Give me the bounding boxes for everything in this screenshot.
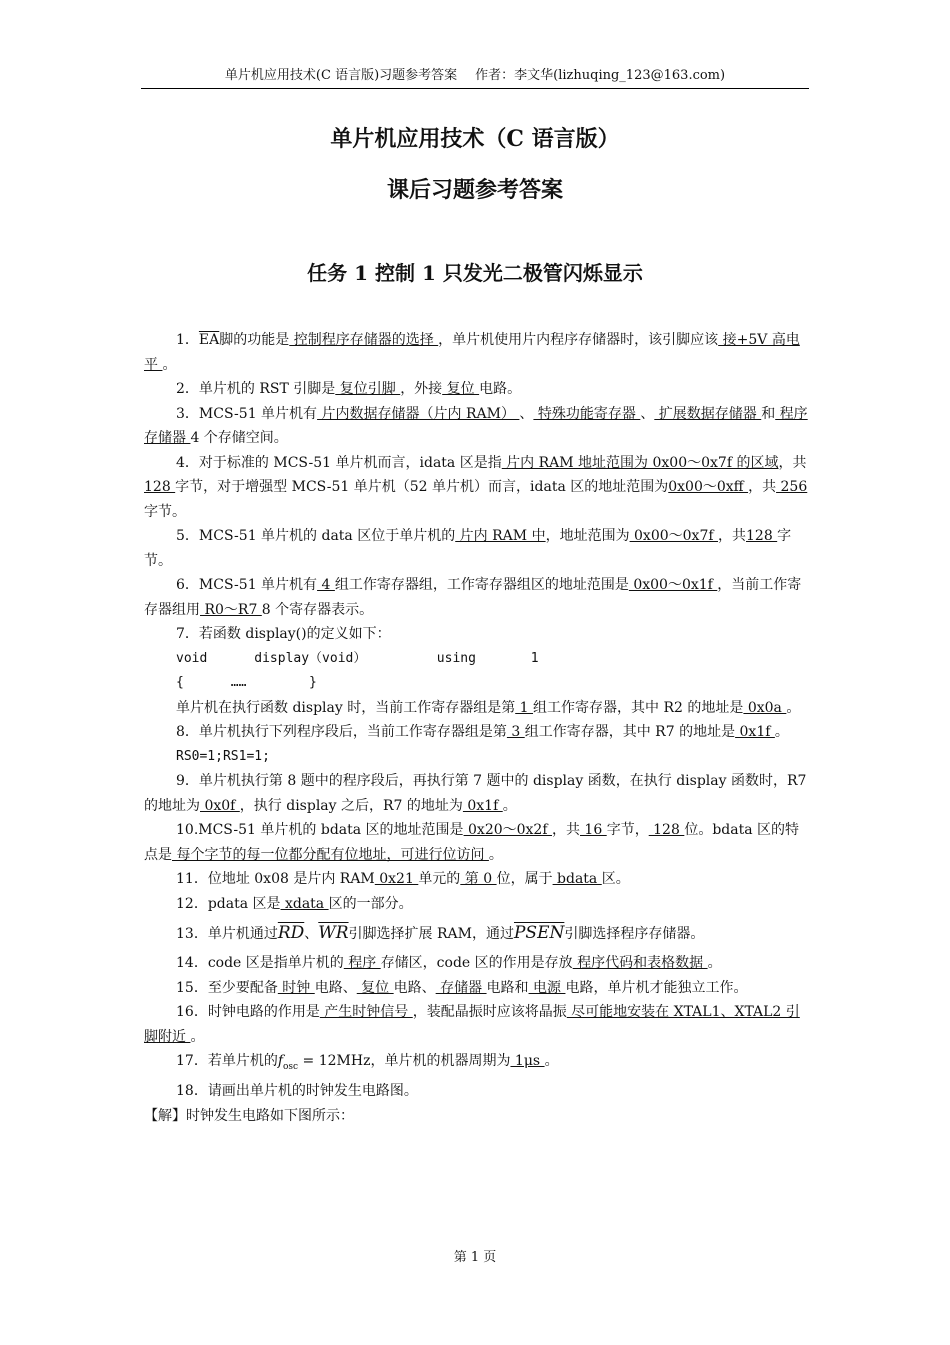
question-1: 1．$\overline{EA}$脚的功能是 控制程序存储器的选择 ，单片机使用片内程序存储器时，该引脚应该 接+5V 高电平 。 [144, 332, 800, 373]
question-13: 13．单片机通过$\overline{RD}$、$\overline{WR}$引脚选择扩展 RAM，通过PSEN引脚选择程序存储器。 [176, 923, 705, 943]
question-7-body: 单片机在执行函数 display 时，当前工作寄存器组是第 1 组工作寄存器，其中 R2 的地址是 0x0a 。 [176, 699, 801, 716]
doc-subtitle: 课后习题参考答案 [386, 177, 563, 203]
answer-line: 【解】时钟发生电路如下图所示： [144, 1107, 354, 1124]
question-16: 16．时钟电路的作用是 产生时钟信号 ，装配晶振时应该将晶振 尽可能地安装在 XTAL1、XTAL2 引脚附近 。 [144, 1004, 800, 1045]
question-14: 14．code 区是指单片机的 程序 存储区，code 区的作用是存放 程序代码和表格数据 。 [176, 955, 722, 971]
code-line-1: void display（void） using 1 [176, 650, 539, 666]
code-line-2: { …… } [176, 675, 317, 690]
doc-title: 单片机应用技术（C 语言版） [330, 126, 620, 152]
question-2: 2．单片机的 RST 引脚是 复位引脚 ，外接 复位 电路。 [176, 381, 522, 397]
page-footer: 第 1 页 [453, 1250, 497, 1265]
question-9: 9．单片机执行第 8 题中的程序段后，再执行第 7 题中的 display 函数，在执行 display 函数时，R7 的地址为 0x0f ，执行 display 之后，R7 的地址为 0x1f 。 [144, 773, 807, 814]
page-header [141, 64, 809, 89]
question-11: 11．位地址 0x08 是片内 RAM 0x21 单元的 第 0 位，属于 bdata 区。 [176, 871, 630, 887]
question-12: 12．pdata 区是 xdata 区的一部分。 [176, 895, 413, 912]
task-title: 任务 1 控制 1 只发光二极管闪烁显示 [307, 261, 643, 285]
question-6: 6．MCS-51 单片机有 4 组工作寄存器组，工作寄存器组区的地址范围是 0x00～0x1f ，当前工作寄存器组用 R0～R7 8 个寄存器表示。 [144, 577, 802, 618]
question-18: 18．请画出单片机的时钟发生电路图。 [176, 1083, 418, 1100]
header-title: 单片机应用技术(C 语言版)习题参考答案 [224, 68, 458, 83]
question-8: 8．单片机执行下列程序段后，当前工作寄存器组是第 3 组工作寄存器，其中 R7 的地址是 0x1f 。 [176, 724, 789, 740]
question-15: 15．至少要配备 时钟 电路、 复位 电路、 存储器 电路和 电源 电路，单片机才能独立工作。 [176, 979, 748, 996]
question-10: 10.MCS-51 单片机的 bdata 区的地址范围是 0x20～0x2f ，共 16 字节， 128 位。bdata 区的特点是 每个字节的每一位都分配有位地址，可进行位访问 。 [144, 822, 800, 863]
question-17: 17．若单片机的$f_{osc} = 12MHz$，单片机的机器周期为 1μs 。 [176, 1053, 559, 1072]
question-3: 3．MCS-51 单片机有 片内数据存储器（片内 RAM） 、 特殊功能寄存器 、 扩展数据存储器 和 程序存储器 4 个存储空间。 [144, 405, 808, 446]
question-4: 4．对于标准的 MCS-51 单片机而言，idata 区是指 片内 RAM 地址范围为 0x00～0x7f 的区域，共 128 字节，对于增强型 MCS-51 单片机（52 单片机）而言，idata 区的地址范围为0x00～0xff ，共 256 字节。 [144, 454, 808, 520]
header-author: 作者：李文华(lizhuqing_123@163.com) [475, 68, 726, 83]
question-list [144, 328, 808, 1128]
question-5: 5．MCS-51 单片机的 data 区位于单片机的 片内 RAM 中，地址范围为 0x00～0x7f ，共128 字节。 [144, 528, 792, 569]
code-line-3: RS0=1;RS1=1; [176, 748, 270, 764]
question-7: 7．若函数 display()的定义如下： [176, 626, 391, 642]
